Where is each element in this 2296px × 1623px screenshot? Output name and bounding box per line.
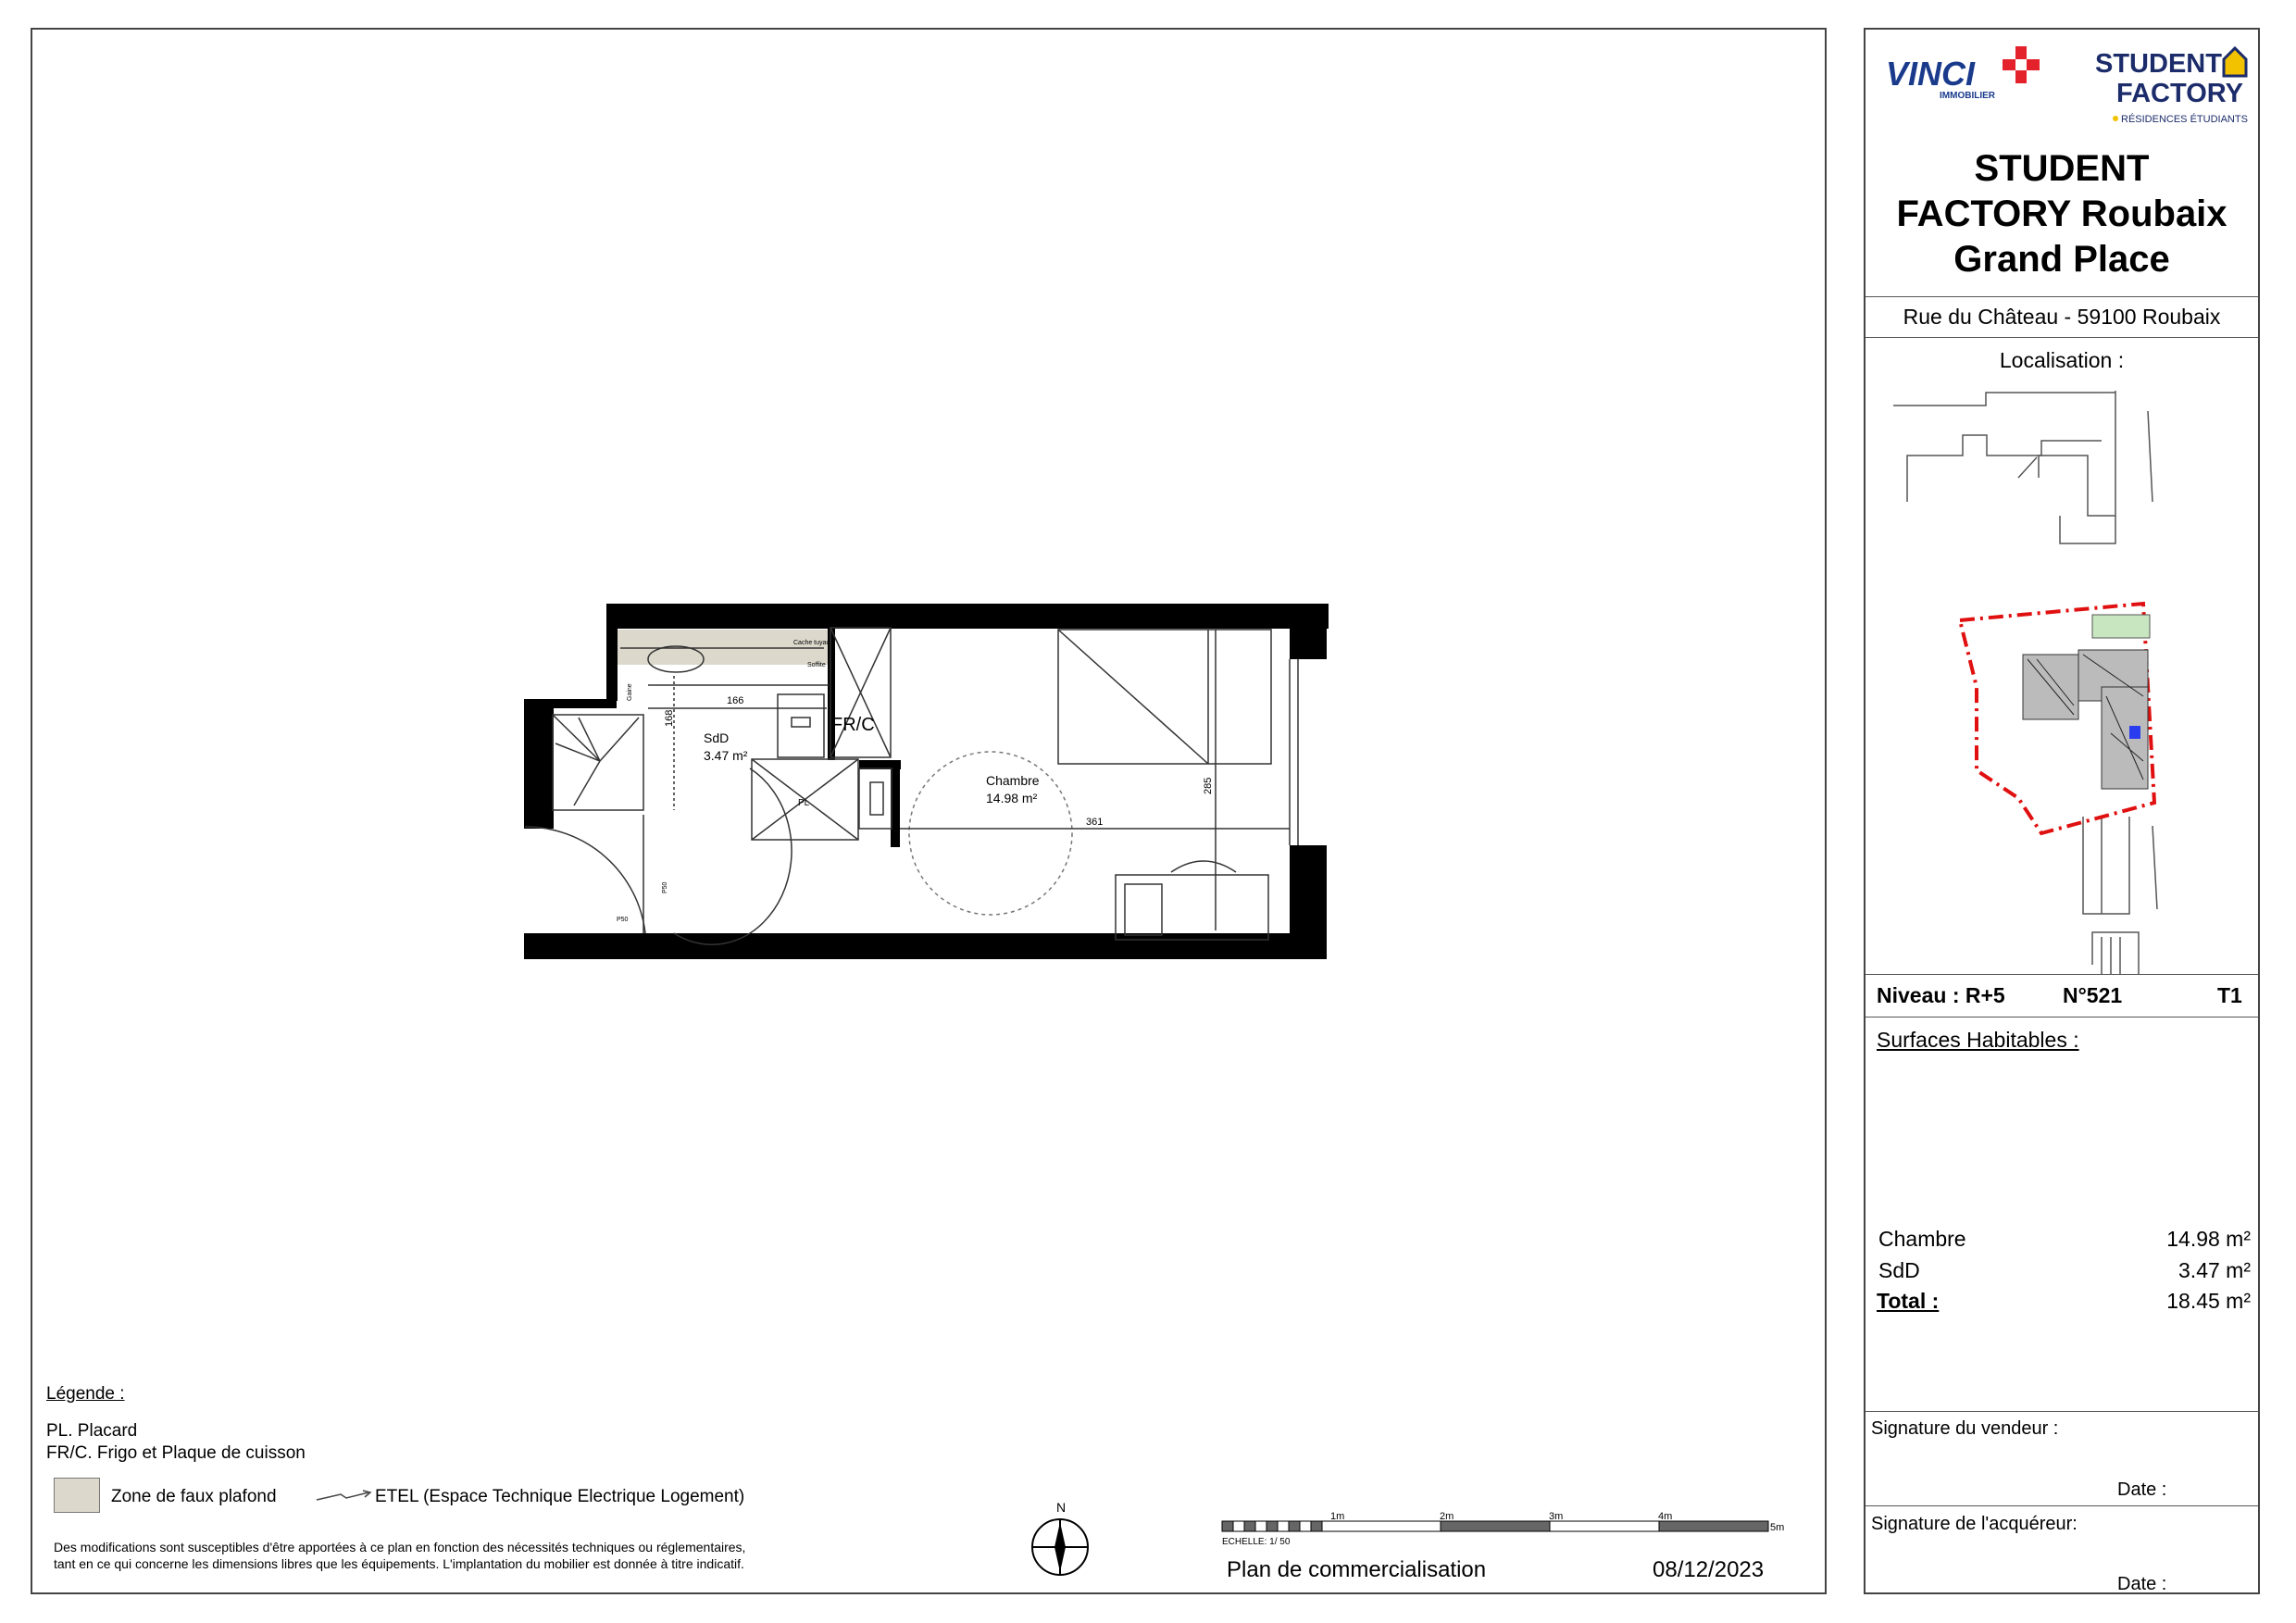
scale-echelle: ECHELLE: 1/ 50 <box>1222 1537 1291 1547</box>
plan-cache-tuyau: Cache tuyau <box>793 640 830 646</box>
unit-type: T1 <box>2217 983 2242 1007</box>
surface-row-chambre-value: 14.98 m² <box>2166 1227 2251 1251</box>
legend-pl: PL. Placard <box>46 1421 138 1441</box>
plan-date: 08/12/2023 <box>1653 1557 1765 1582</box>
unit-number: N°521 <box>2063 983 2123 1007</box>
plan-soffite: Soffite <box>807 662 826 668</box>
scale-tick-2m: 2m <box>1440 1511 1454 1522</box>
plan-dim-168: 168 <box>664 709 675 727</box>
scale-tick-5m: 5m <box>1770 1522 1785 1533</box>
plan-dim-361: 361 <box>1086 817 1104 828</box>
unit-highlight <box>2129 726 2140 739</box>
project-title-line3: Grand Place <box>1953 239 2170 280</box>
legend-disclaimer-2: tant en ce qui concerne les dimensions libres que les équipements. L'implantation du mobilier est donnée à titre indicatif. <box>54 1556 744 1571</box>
project-title-line1: STUDENT <box>1974 148 2150 189</box>
surface-row-chambre-name: Chambre <box>1878 1227 1966 1251</box>
plan-type-label: Plan de commercialisation <box>1227 1557 1487 1582</box>
surface-total-label: Total : <box>1877 1289 1940 1313</box>
student-factory-logo <box>2088 37 2254 139</box>
faux-plafond-swatch <box>54 1478 100 1513</box>
etel-symbol-icon <box>315 1489 372 1504</box>
plan-room1-name: SdD <box>704 730 730 745</box>
house-icon <box>2224 48 2246 76</box>
sf-logo-line1: STUDENT <box>2095 49 2222 79</box>
vinci-logo-text: VINCI <box>1886 55 1976 93</box>
plan-frc-label: FR/C <box>831 715 875 735</box>
floor-plan <box>518 593 1352 963</box>
plan-pl-label: PL <box>798 798 810 808</box>
sf-logo-line2: FACTORY <box>2116 79 2243 108</box>
legend-faux-plafond: Zone de faux plafond <box>111 1487 277 1506</box>
localisation-label: Localisation : <box>1999 348 2125 372</box>
plan-p50-2: P50 <box>662 881 668 893</box>
vinci-logo-subtext: IMMOBILIER <box>1940 91 1995 101</box>
legend-etel: ETEL (Espace Technique Electrique Logement) <box>375 1487 745 1506</box>
legend-disclaimer-1: Des modifications sont susceptibles d'être apportées à ce plan en fonction des nécessités techniques ou réglementaires, <box>54 1540 746 1554</box>
title-block <box>1864 28 2260 1594</box>
plan-dim-285: 285 <box>1203 777 1214 794</box>
vinci-logo <box>1884 37 2078 111</box>
legend-title: Légende : <box>46 1384 125 1404</box>
sf-logo-sub: RÉSIDENCES ÉTUDIANTS <box>2121 114 2248 125</box>
plan-dim-166: 166 <box>727 695 744 706</box>
scale-bar <box>1217 1509 1796 1548</box>
plan-room1-area: 3.47 m² <box>704 748 748 763</box>
project-title-line2: FACTORY Roubaix <box>1896 194 2227 234</box>
scale-tick-4m: 4m <box>1658 1511 1673 1522</box>
surface-total-value: 18.45 m² <box>2166 1289 2251 1313</box>
plan-gaine: Gaine <box>627 683 633 701</box>
north-arrow-icon <box>1028 1515 1092 1579</box>
surface-row-sdd-name: SdD <box>1878 1258 1920 1282</box>
scale-tick-1m: 1m <box>1330 1511 1345 1522</box>
plan-room2-area: 14.98 m² <box>986 791 1038 805</box>
site-plan-map <box>1870 381 2257 974</box>
plan-room2-name: Chambre <box>986 773 1040 788</box>
north-label: N <box>1056 1500 1067 1515</box>
signature-vendeur-date: Date : <box>2117 1479 2167 1500</box>
surfaces-heading: Surfaces Habitables : <box>1877 1028 2079 1052</box>
project-address: Rue du Château - 59100 Roubaix <box>1903 305 2221 329</box>
signature-acquereur-date: Date : <box>2117 1574 2167 1594</box>
plan-p50-1: P50 <box>617 917 629 923</box>
signature-acquereur-label: Signature de l'acquéreur: <box>1871 1514 2078 1534</box>
green-zone <box>2092 615 2150 638</box>
building-footprint <box>2023 650 2148 789</box>
legend-frc: FR/C. Frigo et Plaque de cuisson <box>46 1443 306 1463</box>
scale-tick-3m: 3m <box>1549 1511 1564 1522</box>
unit-level: Niveau : R+5 <box>1877 983 2005 1007</box>
signature-vendeur-label: Signature du vendeur : <box>1871 1418 2059 1439</box>
surface-row-sdd-value: 3.47 m² <box>2178 1258 2251 1282</box>
